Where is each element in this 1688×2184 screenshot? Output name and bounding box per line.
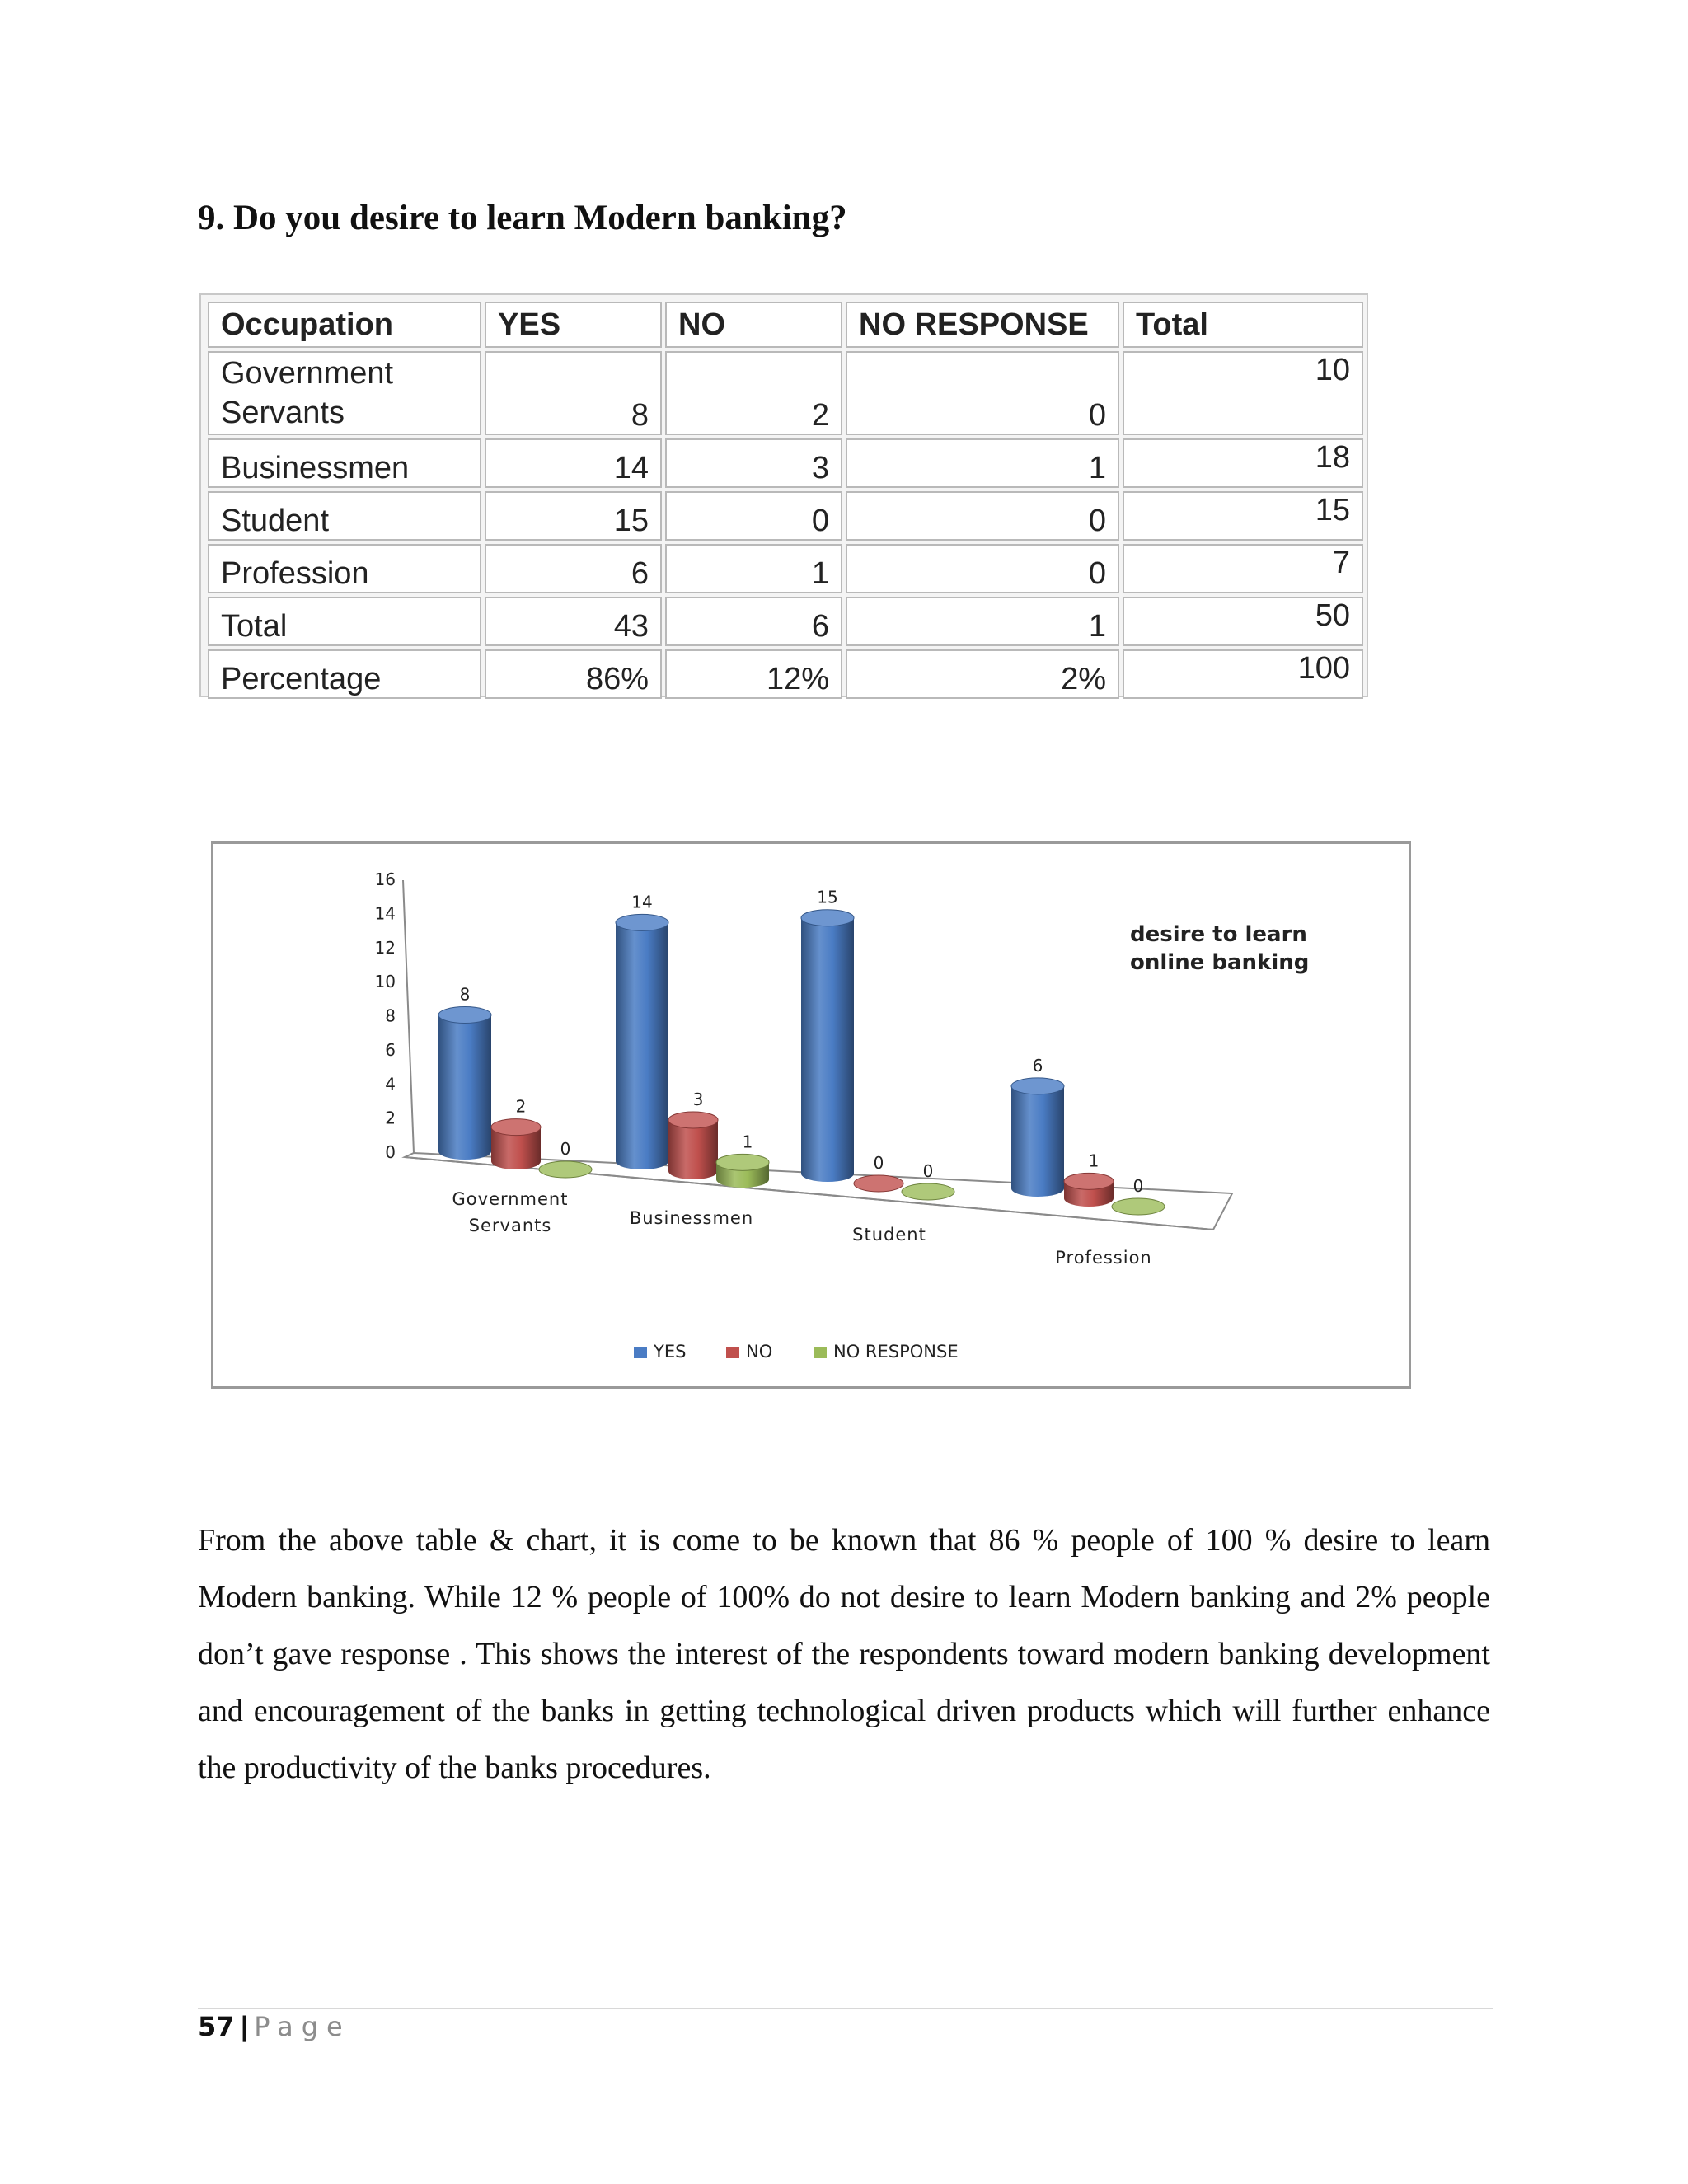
chart-title: online banking: [1130, 950, 1310, 975]
cell-no-response: 0: [846, 544, 1119, 593]
cell-no: 2: [665, 351, 842, 435]
footer-divider: [198, 2008, 1493, 2009]
bar-yes: [616, 922, 668, 1169]
cell-yes: 8: [485, 351, 662, 435]
cell-occupation: Government Servants: [208, 351, 481, 435]
data-label: 8: [459, 984, 471, 1005]
legend-swatch: [726, 1347, 739, 1358]
data-label: 6: [1032, 1055, 1043, 1076]
data-label: 14: [631, 892, 653, 912]
cell-no-response: 2%: [846, 649, 1119, 699]
chart-frame: [211, 841, 1411, 1389]
legend-label: YES: [654, 1342, 687, 1361]
data-label: 0: [560, 1139, 571, 1159]
analysis-paragraph: From the above table & chart, it is come to be known that 86 % people of 100 % desire to learn Modern banking. While 12 % people of 100% do not desire to learn Modern banking and 2% people don’t gave response . This shows the interest of the respondents toward modern banking development and encouragement of the banks in getting technological driven products which will further enhance the productivity of the banks procedures.: [198, 1523, 1490, 1785]
cell-no-response: 1: [846, 438, 1119, 488]
cell-yes: 43: [485, 597, 662, 646]
table-row: [208, 491, 1363, 541]
y-tick-label: 12: [374, 937, 396, 958]
y-tick-label: 10: [374, 972, 396, 992]
cell-yes: 86%: [485, 649, 662, 699]
y-tick-label: 0: [385, 1142, 396, 1162]
category-label: Student: [852, 1225, 926, 1244]
data-label: 0: [922, 1161, 934, 1181]
table-row: [208, 438, 1363, 488]
cell-no-response: 1: [846, 597, 1119, 646]
table-row: [208, 351, 1363, 435]
header-no: NO: [665, 302, 842, 348]
cell-no: 12%: [665, 649, 842, 699]
cell-no: 6: [665, 597, 842, 646]
cell-total: 10: [1123, 351, 1363, 435]
bar-top-no: [1064, 1173, 1114, 1189]
cell-total: 18: [1123, 438, 1363, 488]
bar-top-no-response: [1112, 1198, 1165, 1215]
survey-table: [204, 298, 1367, 702]
bar-top-yes: [801, 910, 854, 926]
category-label: Government: [452, 1189, 569, 1209]
bar-yes: [801, 918, 854, 1182]
data-label: 2: [515, 1096, 527, 1117]
cell-no-response: 0: [846, 491, 1119, 541]
y-tick-label: 6: [385, 1039, 396, 1060]
y-tick-label: 16: [374, 869, 396, 889]
y-axis-line: [403, 880, 414, 1153]
table-row: [208, 597, 1363, 646]
table-header-row: [208, 302, 1363, 348]
bar-top-no-response: [716, 1154, 769, 1170]
header-yes: YES: [485, 302, 662, 348]
page-number: 57: [198, 2011, 235, 2042]
cell-occupation: Businessmen: [208, 438, 481, 488]
chart-title: desire to learn: [1130, 922, 1307, 947]
page-label: Page: [254, 2011, 351, 2042]
cell-total: 50: [1123, 597, 1363, 646]
category-label: Servants: [468, 1216, 552, 1235]
cell-no: 1: [665, 544, 842, 593]
y-tick-label: 4: [385, 1074, 396, 1094]
bar-top-yes: [438, 1007, 491, 1024]
data-label: 3: [692, 1089, 704, 1109]
data-label: 1: [1088, 1151, 1100, 1171]
legend-label: NO: [746, 1342, 773, 1361]
page-footer: [198, 2011, 351, 2042]
cell-yes: 15: [485, 491, 662, 541]
cell-total: 15: [1123, 491, 1363, 541]
bar-top-no-response: [902, 1183, 954, 1200]
header-occupation: Occupation: [208, 302, 481, 348]
data-label: 0: [1132, 1176, 1144, 1196]
cell-total: 7: [1123, 544, 1363, 593]
cell-total: 100: [1123, 649, 1363, 699]
cell-no-response: 0: [846, 351, 1119, 435]
legend-swatch: [634, 1347, 647, 1358]
footer-separator: |: [239, 2011, 250, 2042]
cell-occupation: Total: [208, 597, 481, 646]
legend-label: NO RESPONSE: [833, 1342, 959, 1361]
cell-no: 0: [665, 491, 842, 541]
y-tick-label: 8: [385, 1005, 396, 1026]
survey-table-container: [199, 293, 1368, 697]
bar-top-no: [668, 1112, 718, 1128]
bar-top-no: [491, 1119, 541, 1136]
bar-top-yes: [616, 914, 668, 930]
y-tick-label: 2: [385, 1108, 396, 1128]
bar-top-yes: [1011, 1078, 1064, 1094]
header-no-response: NO RESPONSE: [846, 302, 1119, 348]
cell-occupation: Student: [208, 491, 481, 541]
data-label: 15: [817, 887, 838, 907]
section-heading: 9. Do you desire to learn Modern banking?: [198, 199, 847, 237]
table-row: [208, 649, 1363, 699]
data-label: 0: [873, 1153, 884, 1173]
bar-yes: [1011, 1086, 1064, 1197]
cell-yes: 14: [485, 438, 662, 488]
bar-no: [668, 1120, 718, 1179]
bar-chart: [213, 844, 1409, 1386]
cell-no: 3: [665, 438, 842, 488]
legend-swatch: [814, 1347, 827, 1358]
bar-top-no: [854, 1175, 903, 1192]
table-row: [208, 544, 1363, 593]
category-label: Profession: [1055, 1248, 1152, 1268]
bar-top-no-response: [539, 1161, 592, 1178]
cell-occupation: Profession: [208, 544, 481, 593]
cell-yes: 6: [485, 544, 662, 593]
category-label: Businessmen: [629, 1208, 754, 1228]
y-tick-label: 14: [374, 903, 396, 924]
cell-occupation: Percentage: [208, 649, 481, 699]
header-total: Total: [1123, 302, 1363, 348]
data-label: 1: [742, 1132, 753, 1152]
bar-yes: [438, 1015, 491, 1160]
